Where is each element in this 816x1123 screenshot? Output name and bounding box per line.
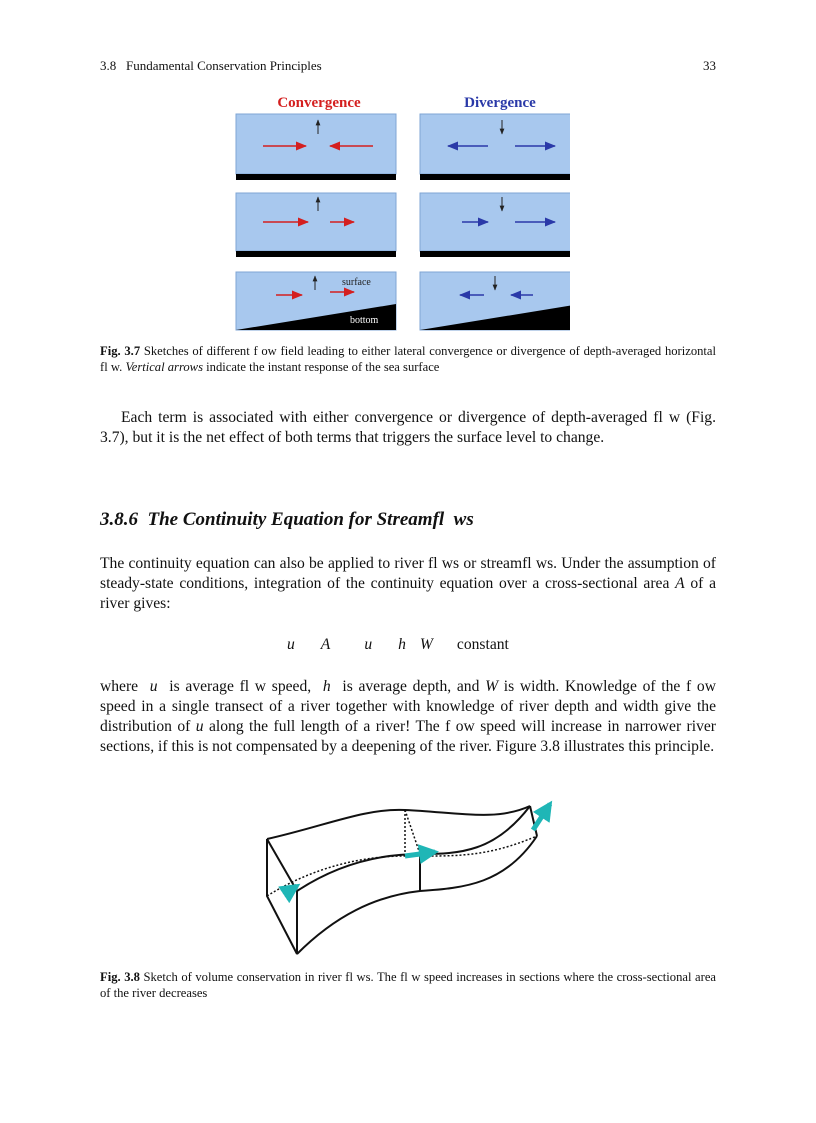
p3-text-2: is average depth, and [342,678,480,695]
eq-u2: u [364,636,373,653]
flow-arrow-medium [405,852,435,856]
figure-3-8-caption [100,969,716,1001]
variable-A: A [675,575,685,592]
continuity-equation [287,636,509,654]
p3-text-4: along the full length of a river! The f ow speed will increase in narrower river sections, if this is not compensated by a deepening of the river. Figure 3.8 illustrates this principle. [100,718,716,755]
p3-u2: u [195,718,204,735]
panel-convergence-1 [236,114,396,180]
caption-label: Fig. 3.7 [100,344,141,358]
caption-text-2: indicate the instant response of the sea surface [206,360,440,374]
p3-W: W [485,678,499,695]
flow-arrow-fast [533,804,550,830]
panel-divergence-1 [420,114,570,180]
running-header [100,58,716,74]
panel-convergence-3 [236,272,396,330]
surface-label: surface [342,277,371,288]
header-section-title: 3.8 Fundamental Conservation Principles [100,58,322,73]
flow-arrows [285,804,550,894]
paragraph-2 [100,554,716,614]
panel-convergence-2 [236,193,396,257]
p3-u: u [149,678,158,695]
p3-where: where [100,678,139,695]
figure-3-7 [230,92,570,337]
figure-3-8 [255,796,565,966]
caption-text: Sketches of different f ow field leading to either lateral convergence or divergence of depth-averaged horizontal fl w. [100,344,717,374]
page-number: 33 [703,58,716,73]
eq-h: h [398,636,406,653]
paragraph-2-text: The continuity equation can also be applied to river fl ws or streamfl ws. Under the assumption of steady-state conditions, integration of the continuity equation over a cross-sectional area [100,555,716,592]
flow-arrow-slow [285,886,297,894]
eq-u: u [287,636,295,653]
eq-A: A [320,636,331,653]
section-heading: 3.8.6 The Continuity Equation for Streamfl ws [100,509,474,530]
caption-label-3-8: Fig. 3.8 [100,970,140,984]
divergence-label: Divergence [464,95,536,111]
convergence-label: Convergence [277,95,361,111]
eq-constant: constant [456,636,509,653]
panel-divergence-3 [420,272,570,330]
eq-W: W [419,636,433,653]
paragraph-1: Each term is associated with either convergence or divergence of depth-averaged fl w (Fig. 3.7), but it is the net effect of both terms that triggers the surface level to change. [100,409,716,446]
caption-italic: Vertical arrows [125,360,203,374]
p3-text-1: is average fl w speed, [169,678,312,695]
caption-text-3-8: Sketch of volume conservation in river fl ws. The fl w speed increases in sections where the cross-sectional area of the river decreases [100,970,717,1000]
p3-text-3: is width. Knowledge of the f ow speed in a single transect of a river together with knowledge of river depth and width give the distribution of [100,678,716,735]
figure-3-7-caption [100,343,716,375]
paragraph-3 [100,677,716,757]
panel-divergence-2 [420,193,570,257]
paragraph-2-text-end: of a river gives: [100,575,717,612]
bottom-label: bottom [350,315,379,326]
p3-h: h [322,678,331,695]
